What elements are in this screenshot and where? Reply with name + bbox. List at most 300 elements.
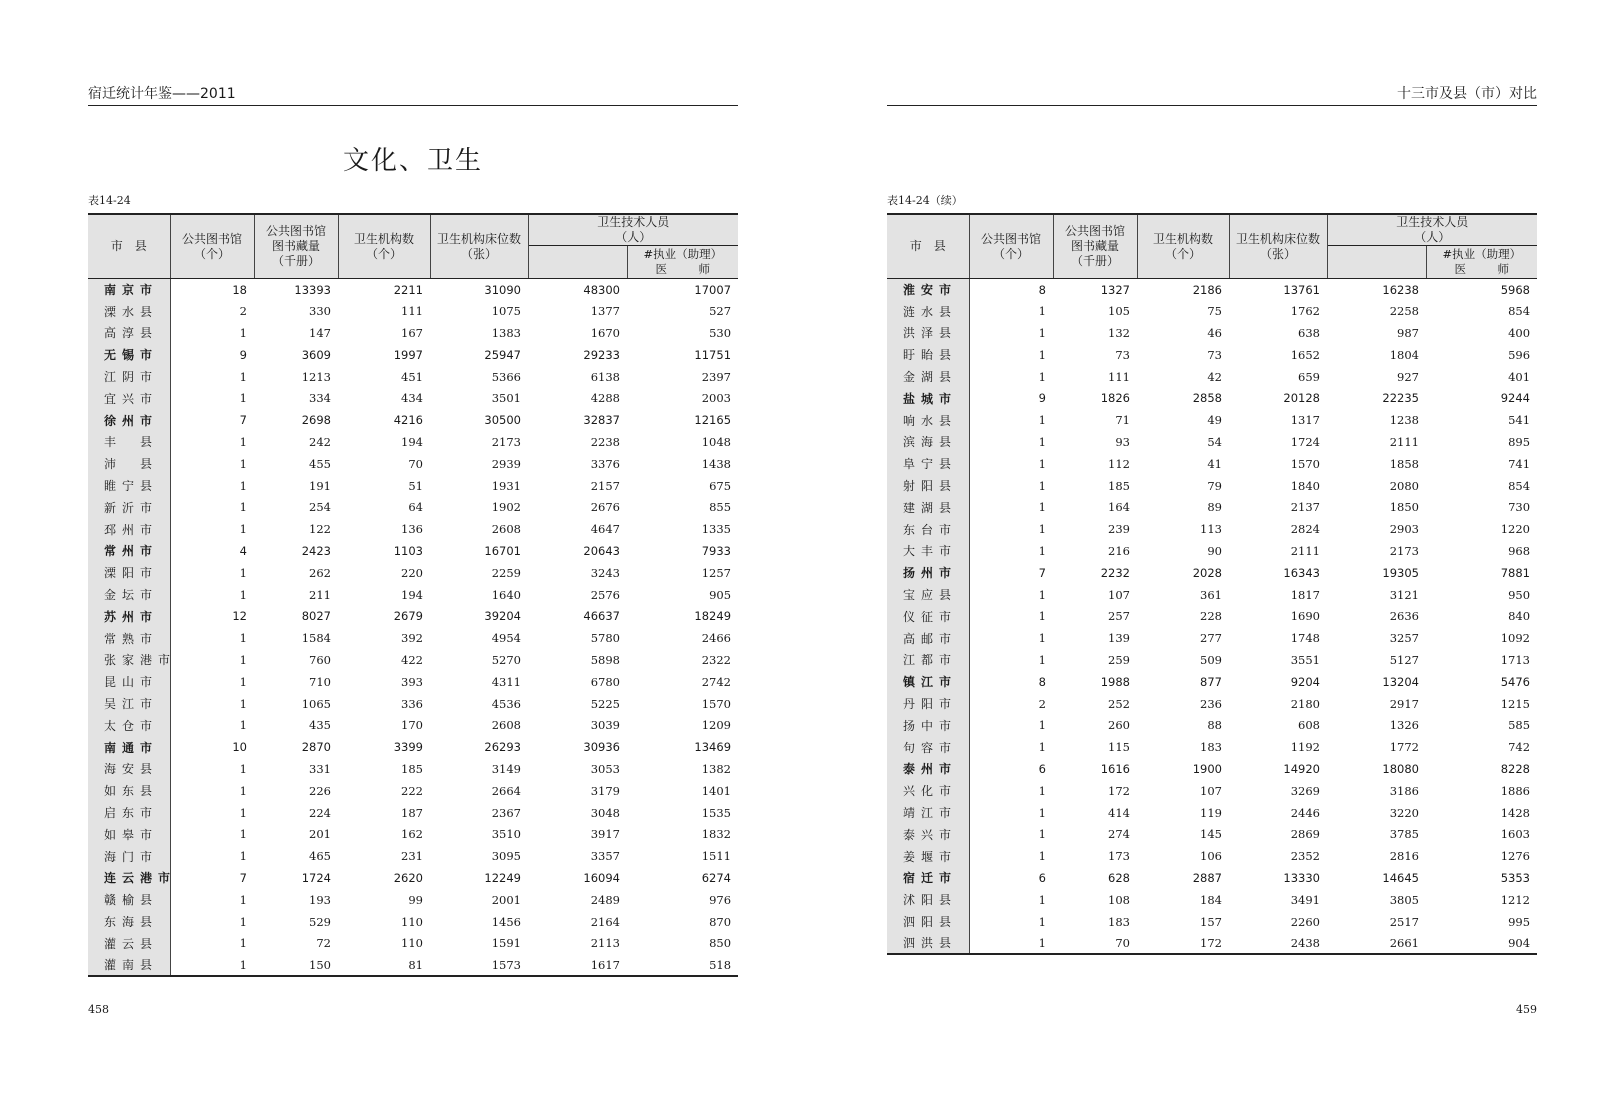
value-cell: 14920	[1283, 761, 1320, 776]
value-cell: 6274	[701, 870, 732, 885]
value-cell: 509	[1200, 652, 1222, 667]
value-cell: 530	[709, 325, 732, 340]
value-cell: 2517	[1389, 914, 1419, 929]
value-cell: 110	[401, 936, 423, 951]
value-cell: 1335	[701, 522, 732, 537]
value-cell: 1	[1038, 609, 1046, 624]
value-cell: 2137	[1290, 500, 1320, 515]
value-cell: 741	[1508, 456, 1531, 471]
value-cell: 3609	[301, 347, 331, 362]
value-cell: 145	[1200, 827, 1222, 842]
county-name: 睢宁县	[88, 475, 170, 497]
header-book-collection	[1053, 214, 1137, 279]
table-row	[887, 758, 1537, 780]
value-cell: 742	[1508, 740, 1531, 755]
header-text: 卫生技术人员	[597, 215, 670, 229]
value-cell: 2917	[1389, 696, 1419, 711]
value-cell: 13204	[1382, 674, 1419, 689]
value-cell: 1584	[301, 631, 331, 646]
header-spacer	[528, 246, 627, 279]
value-cell: 1603	[1500, 827, 1531, 842]
county-name: 句容市	[887, 736, 969, 758]
table-row	[88, 758, 738, 780]
value-cell: 3179	[590, 783, 620, 798]
value-cell: 2111	[1389, 434, 1419, 449]
value-cell: 1	[239, 827, 247, 842]
value-cell: 1	[239, 914, 247, 929]
value-cell: 1570	[1290, 456, 1320, 471]
value-cell: 2858	[1192, 391, 1222, 406]
value-cell: 2259	[491, 565, 521, 580]
value-cell: 167	[401, 325, 423, 340]
county-name: 新沂市	[88, 496, 170, 518]
table-row	[887, 693, 1537, 715]
value-cell: 262	[309, 565, 331, 580]
value-cell: 1840	[1290, 478, 1320, 493]
table-row	[887, 322, 1537, 344]
county-name: 宜兴市	[88, 387, 170, 409]
table-row	[88, 344, 738, 366]
header-hospital-beds	[430, 214, 528, 279]
value-cell: 976	[709, 892, 732, 907]
value-cell: 73	[1207, 347, 1222, 362]
table-row	[88, 714, 738, 736]
value-cell: 628	[1108, 870, 1130, 885]
table-row	[88, 780, 738, 802]
value-cell: 252	[1108, 696, 1130, 711]
value-cell: 334	[309, 391, 331, 406]
value-cell: 3785	[1389, 827, 1419, 842]
value-cell: 5780	[590, 631, 620, 646]
city-name: 扬州市	[887, 562, 969, 584]
value-cell: 455	[309, 456, 331, 471]
value-cell: 1257	[701, 565, 732, 580]
value-cell: 1212	[1500, 892, 1531, 907]
table-row	[887, 736, 1537, 758]
value-cell: 5898	[590, 652, 620, 667]
value-cell: 20643	[583, 543, 620, 558]
table-label: 表14-24	[88, 194, 131, 207]
header-text: 卫生机构数	[353, 231, 414, 246]
value-cell: 239	[1108, 522, 1130, 537]
city-name: 宿迁市	[887, 867, 969, 889]
value-cell: 7933	[701, 543, 732, 558]
value-cell: 710	[309, 674, 331, 689]
value-cell: 99	[408, 892, 423, 907]
header-text: （张）	[460, 246, 497, 261]
value-cell: 12165	[694, 413, 732, 428]
yearbook-title: 宿迁统计年鉴——2011	[88, 86, 236, 102]
value-cell: 7	[239, 870, 247, 885]
value-cell: 31090	[484, 282, 521, 297]
value-cell: 16701	[484, 543, 521, 558]
value-cell: 414	[1108, 805, 1130, 820]
value-cell: 1438	[701, 456, 732, 471]
value-cell: 870	[709, 914, 732, 929]
value-cell: 2260	[1290, 914, 1320, 929]
table-row	[88, 671, 738, 693]
county-name: 江阴市	[88, 366, 170, 388]
value-cell: 1640	[491, 587, 521, 602]
value-cell: 1326	[1389, 718, 1419, 733]
value-cell: 1377	[590, 304, 620, 319]
value-cell: 2608	[491, 718, 521, 733]
value-cell: 1	[239, 652, 247, 667]
table-row	[88, 475, 738, 497]
table-row	[88, 802, 738, 824]
value-cell: 75	[1207, 304, 1222, 319]
value-cell: 1931	[491, 478, 521, 493]
value-cell: 1	[239, 696, 247, 711]
value-cell: 8	[1038, 282, 1046, 297]
city-name: 无锡市	[88, 344, 170, 366]
value-cell: 183	[1200, 740, 1222, 755]
header-text: #执业（助理）	[643, 247, 723, 261]
value-cell: 2620	[393, 870, 423, 885]
value-cell: 1215	[1500, 696, 1531, 711]
table-row	[887, 366, 1537, 388]
value-cell: 465	[309, 849, 331, 864]
value-cell: 1	[239, 957, 247, 972]
value-cell: 115	[1108, 740, 1130, 755]
county-name: 扬中市	[887, 714, 969, 736]
value-cell: 2466	[701, 631, 732, 646]
value-cell: 170	[401, 718, 423, 733]
value-cell: 2003	[701, 391, 732, 406]
value-cell: 1858	[1389, 456, 1419, 471]
value-cell: 111	[401, 304, 423, 319]
value-cell: 3048	[590, 805, 620, 820]
value-cell: 854	[1508, 478, 1531, 493]
value-cell: 1213	[301, 369, 331, 384]
value-cell: 1192	[1290, 740, 1320, 755]
value-cell: 2232	[1100, 565, 1130, 580]
value-cell: 107	[1108, 587, 1130, 602]
value-cell: 1238	[1389, 413, 1419, 428]
value-cell: 8027	[301, 609, 331, 624]
county-name: 建湖县	[887, 496, 969, 518]
value-cell: 48300	[583, 282, 620, 297]
county-name: 金坛市	[88, 584, 170, 606]
value-cell: 6780	[590, 674, 620, 689]
header-text: （个）	[365, 246, 402, 261]
table-row	[88, 279, 738, 301]
value-cell: 2238	[590, 434, 620, 449]
table-label: 表14-24（续）	[887, 194, 963, 207]
county-name: 盱眙县	[887, 344, 969, 366]
value-cell: 1	[239, 587, 247, 602]
header-health-technicians	[1327, 214, 1537, 246]
county-name: 泗洪县	[887, 932, 969, 954]
county-name: 阜宁县	[887, 453, 969, 475]
county-name: 洪泽县	[887, 322, 969, 344]
table-row	[88, 431, 738, 453]
table-row	[887, 540, 1537, 562]
value-cell: 4	[239, 543, 247, 558]
value-cell: 7	[1038, 565, 1046, 580]
value-cell: 675	[709, 478, 732, 493]
value-cell: 2113	[590, 936, 620, 951]
city-name: 泰州市	[887, 758, 969, 780]
header-text: 医 师	[1454, 262, 1519, 276]
value-cell: 895	[1508, 434, 1531, 449]
county-name: 海门市	[88, 845, 170, 867]
county-name: 兴化市	[887, 780, 969, 802]
value-cell: 107	[1200, 783, 1222, 798]
county-name: 灌南县	[88, 954, 170, 976]
value-cell: 3243	[590, 565, 620, 580]
value-cell: 527	[709, 304, 732, 319]
header-text: 公共图书馆	[980, 231, 1041, 246]
value-cell: 19305	[1382, 565, 1419, 580]
value-cell: 1	[239, 369, 247, 384]
value-cell: 242	[309, 434, 331, 449]
value-cell: 201	[309, 827, 331, 842]
value-cell: 2679	[393, 609, 423, 624]
value-cell: 46637	[583, 609, 620, 624]
value-cell: 4954	[491, 631, 521, 646]
value-cell: 89	[1207, 500, 1222, 515]
table-row	[887, 671, 1537, 693]
header-text: （千册）	[271, 254, 320, 268]
value-cell: 90	[1207, 543, 1222, 558]
table-row	[887, 409, 1537, 431]
table-row	[887, 387, 1537, 409]
county-name: 姜堰市	[887, 845, 969, 867]
table-row	[887, 802, 1537, 824]
value-cell: 18249	[694, 609, 732, 624]
value-cell: 3551	[1290, 652, 1320, 667]
header-region	[887, 214, 969, 279]
table-row	[88, 562, 738, 584]
value-cell: 11751	[694, 347, 732, 362]
value-cell: 5353	[1500, 870, 1531, 885]
value-cell: 1713	[1500, 652, 1531, 667]
county-name: 射阳县	[887, 475, 969, 497]
value-cell: 257	[1108, 609, 1130, 624]
value-cell: 110	[401, 914, 423, 929]
value-cell: 26293	[484, 740, 521, 755]
value-cell: 20128	[1283, 391, 1320, 406]
value-cell: 1	[239, 391, 247, 406]
value-cell: 3121	[1389, 587, 1419, 602]
value-cell: 106	[1200, 849, 1222, 864]
value-cell: 1	[239, 892, 247, 907]
value-cell: 659	[1298, 369, 1320, 384]
value-cell: 6138	[590, 369, 620, 384]
value-cell: 13469	[694, 740, 732, 755]
value-cell: 987	[1397, 325, 1419, 340]
county-name: 海安县	[88, 758, 170, 780]
running-head	[88, 84, 738, 106]
value-cell: 211	[309, 587, 331, 602]
value-cell: 18080	[1382, 761, 1419, 776]
value-cell: 185	[1108, 478, 1130, 493]
value-cell: 2887	[1192, 870, 1222, 885]
table-row	[887, 475, 1537, 497]
value-cell: 2676	[590, 500, 620, 515]
table-row	[887, 780, 1537, 802]
city-name: 常州市	[88, 540, 170, 562]
county-name: 仪征市	[887, 605, 969, 627]
value-cell: 164	[1108, 500, 1130, 515]
value-cell: 760	[309, 652, 331, 667]
value-cell: 17007	[694, 282, 732, 297]
header-licensed-doctors	[1426, 246, 1537, 279]
table-row	[887, 911, 1537, 933]
value-cell: 1573	[491, 957, 521, 972]
county-name: 启东市	[88, 802, 170, 824]
value-cell: 25947	[484, 347, 521, 362]
value-cell: 3095	[491, 849, 521, 864]
value-cell: 2870	[301, 740, 331, 755]
value-cell: 1	[1038, 456, 1046, 471]
table-row	[887, 714, 1537, 736]
value-cell: 2164	[590, 914, 620, 929]
value-cell: 1	[239, 565, 247, 580]
county-name: 东台市	[887, 518, 969, 540]
value-cell: 2939	[491, 456, 521, 471]
value-cell: 1617	[590, 957, 620, 972]
value-cell: 529	[309, 914, 331, 929]
value-cell: 2	[1038, 696, 1046, 711]
value-cell: 400	[1508, 325, 1531, 340]
county-name: 丹阳市	[887, 693, 969, 715]
table-row	[88, 889, 738, 911]
value-cell: 1886	[1500, 783, 1531, 798]
running-head	[887, 84, 1537, 106]
value-cell: 968	[1508, 543, 1531, 558]
value-cell: 434	[401, 391, 423, 406]
city-name: 连云港市	[88, 867, 170, 889]
value-cell: 392	[401, 631, 423, 646]
value-cell: 2157	[590, 478, 620, 493]
table-row	[88, 409, 738, 431]
value-cell: 70	[1115, 935, 1130, 950]
value-cell: 1	[239, 783, 247, 798]
value-cell: 331	[309, 761, 331, 776]
value-cell: 2080	[1389, 478, 1419, 493]
value-cell: 2028	[1192, 565, 1222, 580]
value-cell: 136	[401, 522, 423, 537]
value-cell: 1103	[393, 543, 423, 558]
value-cell: 2661	[1389, 935, 1419, 950]
value-cell: 183	[1108, 914, 1130, 929]
value-cell: 231	[401, 849, 423, 864]
value-cell: 187	[401, 805, 423, 820]
value-cell: 5225	[590, 696, 620, 711]
value-cell: 1	[1038, 805, 1046, 820]
value-cell: 3269	[1290, 783, 1320, 798]
value-cell: 1383	[491, 325, 521, 340]
value-cell: 194	[401, 434, 423, 449]
value-cell: 194	[401, 587, 423, 602]
value-cell: 3053	[590, 761, 620, 776]
value-cell: 4216	[393, 413, 423, 428]
value-cell: 184	[1200, 892, 1222, 907]
value-cell: 2816	[1389, 849, 1419, 864]
value-cell: 2322	[701, 652, 732, 667]
value-cell: 336	[401, 696, 423, 711]
value-cell: 5127	[1389, 652, 1419, 667]
value-cell: 1	[1038, 522, 1046, 537]
value-cell: 1	[239, 936, 247, 951]
value-cell: 22235	[1382, 391, 1419, 406]
value-cell: 260	[1108, 718, 1130, 733]
header-text: 卫生机构床位数	[436, 231, 521, 246]
county-name: 太仓市	[88, 714, 170, 736]
value-cell: 147	[309, 325, 331, 340]
value-cell: 3257	[1389, 631, 1419, 646]
value-cell: 16343	[1283, 565, 1320, 580]
value-cell: 93	[1115, 434, 1130, 449]
value-cell: 1	[239, 805, 247, 820]
value-cell: 2742	[701, 674, 732, 689]
value-cell: 1690	[1290, 609, 1320, 624]
value-cell: 1048	[701, 434, 732, 449]
value-cell: 1	[239, 718, 247, 733]
header-book-collection	[254, 214, 338, 279]
table-row	[88, 627, 738, 649]
value-cell: 2824	[1290, 522, 1320, 537]
value-cell: 4311	[491, 674, 521, 689]
value-cell: 224	[309, 805, 331, 820]
value-cell: 1616	[1100, 761, 1130, 776]
table-row	[887, 518, 1537, 540]
city-name: 镇江市	[887, 671, 969, 693]
value-cell: 1075	[491, 304, 521, 319]
value-cell: 5968	[1500, 282, 1531, 297]
table-row	[88, 954, 738, 976]
value-cell: 64	[408, 500, 423, 515]
county-name: 邳州市	[88, 518, 170, 540]
value-cell: 2423	[301, 543, 331, 558]
header-text: 图书藏量	[1070, 239, 1119, 253]
value-cell: 1	[1038, 935, 1046, 950]
value-cell: 42	[1207, 369, 1222, 384]
value-cell: 6	[1038, 870, 1046, 885]
value-cell: 1	[239, 456, 247, 471]
header-public-libraries	[969, 214, 1053, 279]
header-region	[88, 214, 170, 279]
county-name: 泰兴市	[887, 823, 969, 845]
value-cell: 1988	[1100, 674, 1130, 689]
value-cell: 2446	[1290, 805, 1320, 820]
value-cell: 9	[1038, 391, 1046, 406]
value-cell: 1092	[1500, 631, 1531, 646]
county-name: 赣榆县	[88, 889, 170, 911]
value-cell: 1804	[1389, 347, 1419, 362]
value-cell: 228	[1200, 609, 1222, 624]
value-cell: 1	[1038, 718, 1046, 733]
value-cell: 220	[401, 565, 423, 580]
header-health-technicians	[528, 214, 738, 246]
value-cell: 185	[401, 761, 423, 776]
value-cell: 30500	[484, 413, 521, 428]
table-row	[88, 736, 738, 758]
value-cell: 1220	[1500, 522, 1531, 537]
value-cell: 1	[239, 325, 247, 340]
county-name: 如东县	[88, 780, 170, 802]
value-cell: 1832	[701, 827, 732, 842]
value-cell: 70	[408, 456, 423, 471]
header-text: （个）	[992, 246, 1029, 261]
value-cell: 1428	[1500, 805, 1531, 820]
value-cell: 1401	[701, 783, 732, 798]
table-row	[88, 496, 738, 518]
value-cell: 39204	[484, 609, 521, 624]
value-cell: 1	[1038, 304, 1046, 319]
